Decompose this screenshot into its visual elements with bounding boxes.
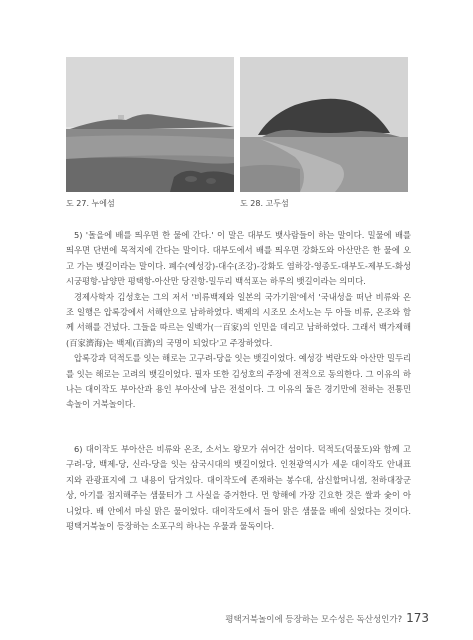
running-title: 평택거북놀이에 등장하는 모수성은 독산성인가? xyxy=(225,615,403,625)
island-landscape-image xyxy=(240,57,408,192)
paragraph: 5) '돌을에 배를 띄우면 한 물에 간다.' 이 말은 대부도 뱃사람들이 하는 말이다. 밀물에 배를 띄우면 단번에 목적지에 간다는 말이다. 대부도에서 배를 띄우면 강화도와 아산만은 한 물에 오고 가는 뱃길이라는 말이다. 폐수(예성강)-대수(조강)-강화도 염하강-영종도-대부도-제부도-화성시궁평항-남양만 평택항-아산만 당진항-밀두리 백석포는 하루의 뱃길이라는 의미다. xyxy=(66,230,411,287)
paragraph: 경제사학자 김성호는 그의 저서 '비류백제와 일본의 국가기원'에서 '국내성을 떠난 비류와 온조 일행은 압록강에서 서해안으로 남하하였다. 백제의 시조모 소서노는 두 아들 비류, 온조와 함께 서해를 건넜다. 그들을 따르는 일백가(一百家)의 인민을 데리고 남하하였다. 그래서 백가제해(百家濟海)는 백제(百濟)의 국명이 되었다'고 주장하였다. xyxy=(66,291,411,348)
paragraph: 6) 대이작도 부아산은 비류와 온조, 소서노 왕모가 쉬어간 섬이다. 덕적도(덕물도)와 함께 고구려-당, 백제-당, 신라-당을 잇는 삼국시대의 뱃길이었다. 인천광역시가 세운 대이작도 안내표지와 관광표지에 그 내용이 담겨있다. 대이작도에 존재하는 봉수대, 삼신할머니샘, 천하대장군상, 아기를 점지해주는 샘물터가 그 사실을 증거한다. 먼 항해에 가장 긴요한 것은 쌀과 숯이 아니었다. 배 안에서 마실 맑은 물이었다. 대이작도에서 들어 맑은 샘물을 배에 실었다는 것이다. 평택거북놀이 등장하는 소포구의 하나는 우물과 물독이다. xyxy=(66,444,411,532)
note-section-5 xyxy=(66,228,411,413)
figure-photo-nuedseom xyxy=(66,57,234,192)
figure-photo-godooseom xyxy=(240,57,408,192)
figure-caption: 도 28. 고두섬 xyxy=(240,199,289,208)
island-landscape-image xyxy=(66,57,234,192)
page-number: 173 xyxy=(406,611,429,625)
note-section-6 xyxy=(66,442,411,534)
paragraph: 압록강과 덕적도를 잇는 해로는 고구려-당을 잇는 뱃길이었다. 예성강 벽란도와 아산만 밀두리를 잇는 해로는 고려의 뱃길이었다. 필자 또한 김성호의 주장에 전적으로 동의한다. 그 이유의 하나는 대이작도 부아산과 용인 부아산에 남은 전설이다. 그 이유의 둘은 경기만에 전하는 전통민속놀이 거북놀이다. xyxy=(66,353,411,410)
running-footer xyxy=(225,611,429,625)
figure-caption: 도 27. 누에섬 xyxy=(66,199,115,208)
